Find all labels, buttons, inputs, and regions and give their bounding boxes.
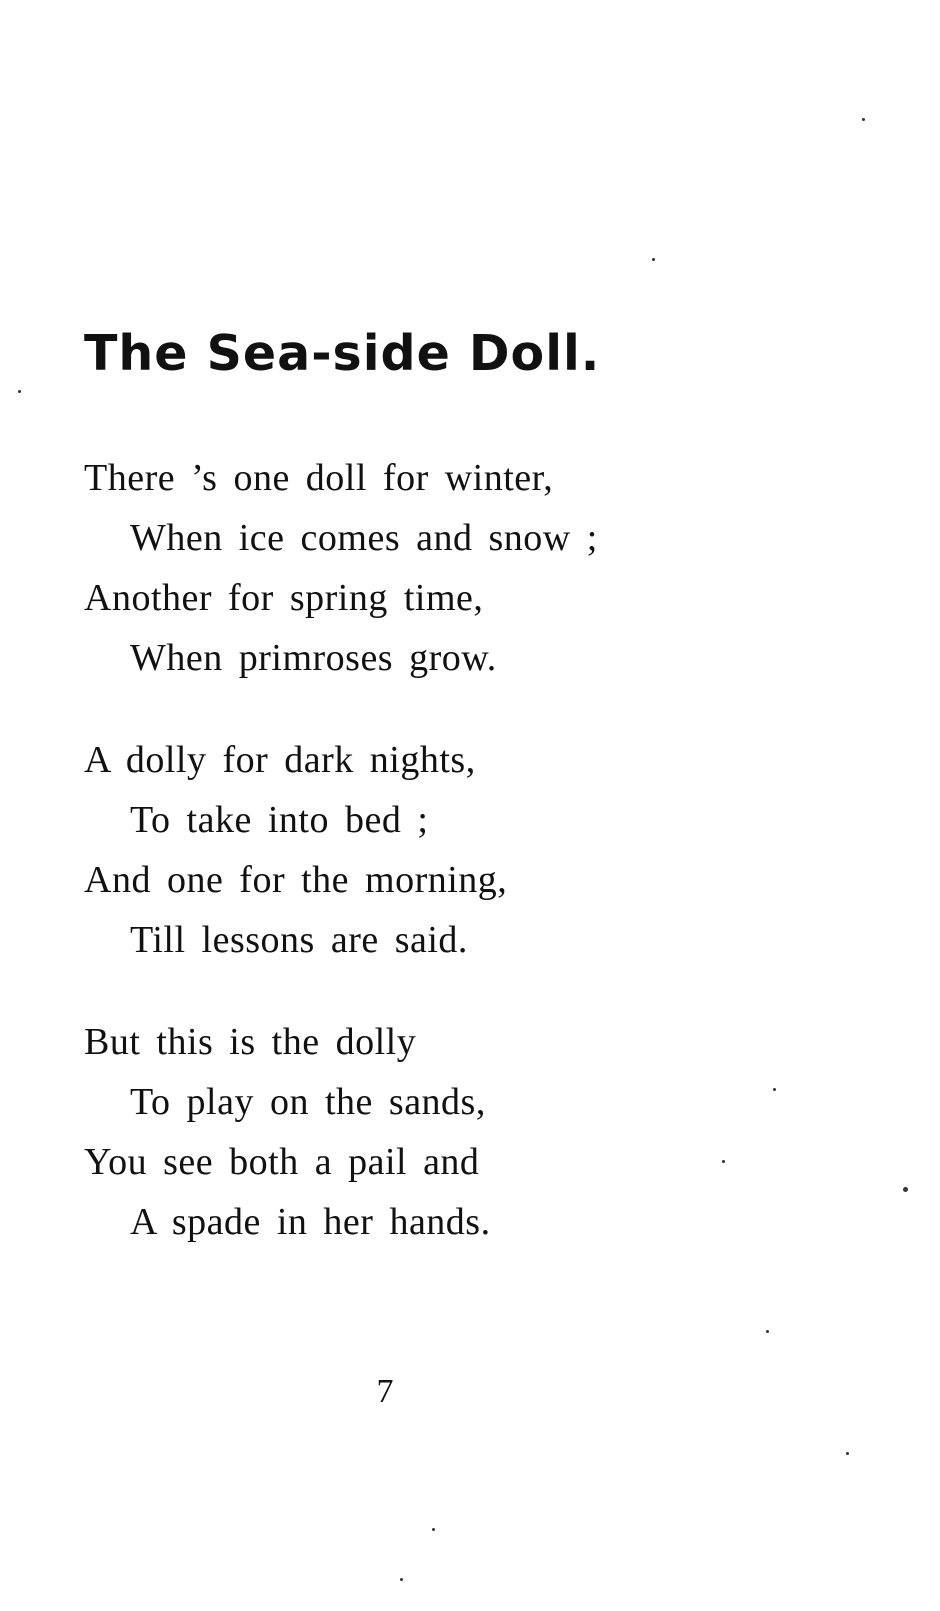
poem-line: There ’s one doll for winter,: [84, 457, 554, 499]
stanza-1: [84, 448, 598, 688]
scan-speck: [652, 258, 655, 261]
scan-speck: [400, 1578, 403, 1581]
poem-line: Another for spring time,: [84, 577, 484, 619]
poem-title: The Sea-side Doll.: [84, 325, 601, 382]
scan-speck: [846, 1452, 849, 1455]
scan-speck: [773, 1088, 776, 1091]
scan-speck: [18, 390, 21, 393]
scan-speck: [432, 1528, 435, 1531]
poem-line: A spade in her hands.: [130, 1201, 491, 1243]
poem-line: A dolly for dark nights,: [84, 739, 476, 781]
poem-line: You see both a pail and: [84, 1141, 480, 1183]
poem-line: But this is the dolly: [84, 1021, 417, 1063]
scan-speck: [862, 118, 865, 121]
poem-line: When primroses grow.: [130, 637, 497, 679]
scan-speck: [766, 1330, 769, 1333]
poem-line: To play on the sands,: [130, 1081, 486, 1123]
poem-line: When ice comes and snow ;: [130, 517, 598, 559]
stanza-3: [84, 1012, 491, 1252]
stanza-2: [84, 730, 507, 970]
scan-speck: [903, 1187, 908, 1192]
poem-line: And one for the morning,: [84, 859, 508, 901]
scan-speck: [722, 1160, 725, 1163]
page-number: 7: [376, 1373, 394, 1410]
poem-line: To take into bed ;: [130, 799, 429, 841]
poem-line: Till lessons are said.: [130, 919, 468, 961]
